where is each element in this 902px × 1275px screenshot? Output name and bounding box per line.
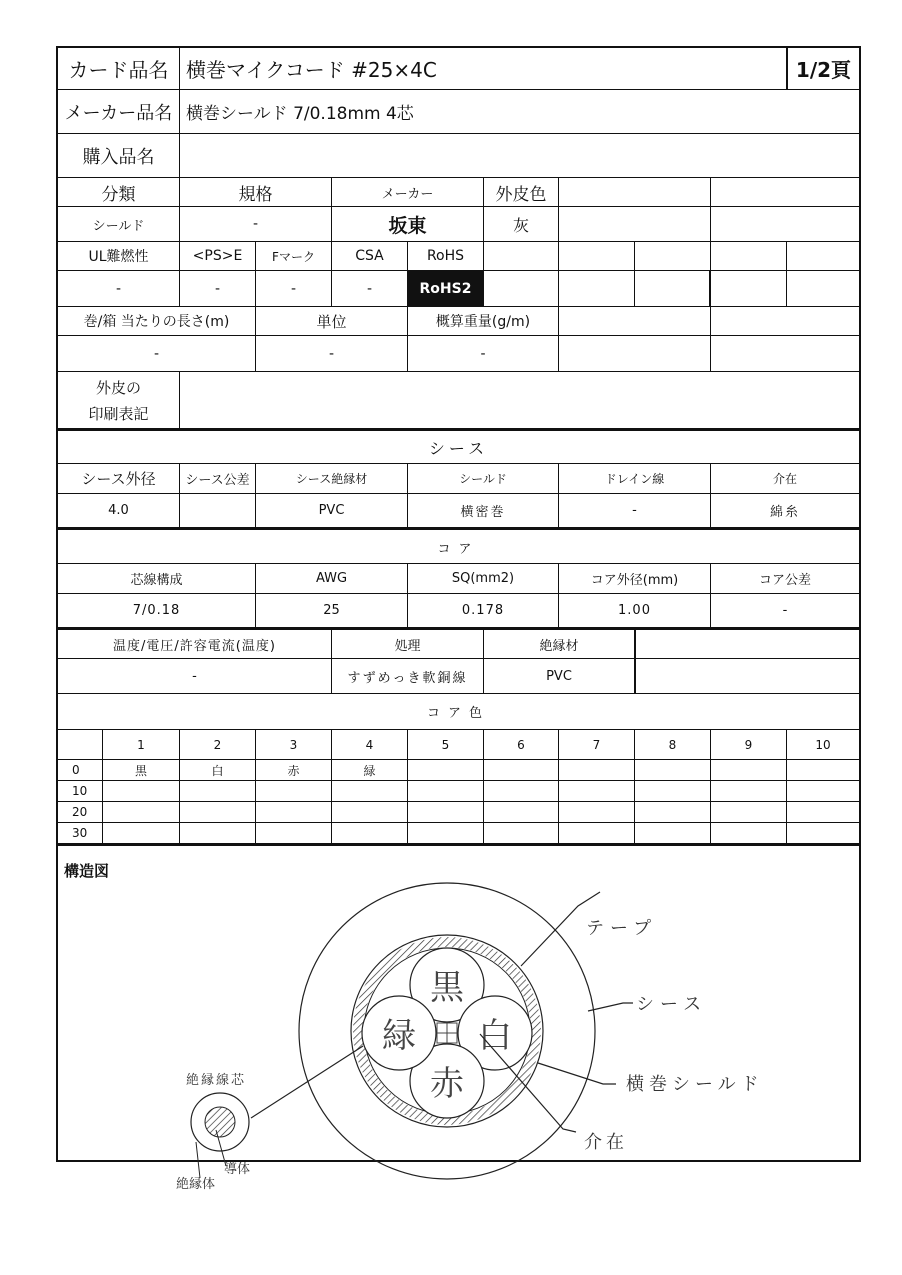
color-cell: [711, 823, 787, 844]
strand-label: 芯線構成: [58, 564, 256, 594]
color-cell: [256, 781, 332, 802]
color-cell: [256, 823, 332, 844]
color-row-offset: 10: [58, 781, 103, 802]
color-cell: [484, 781, 559, 802]
maker-value: 坂東: [332, 207, 484, 242]
color-cell: [559, 760, 635, 781]
color-col-header: 7: [559, 730, 635, 760]
core-od-value: 1.00: [559, 594, 711, 628]
color-cell: [787, 802, 859, 823]
color-col-header: 5: [408, 730, 484, 760]
standard-value: -: [180, 207, 332, 242]
f-mark-value: -: [256, 271, 332, 307]
csa-label: CSA: [332, 242, 408, 271]
temp-voltage-label: 温度/電圧/許容電流(温度): [58, 630, 332, 659]
color-row-offset: 20: [58, 802, 103, 823]
color-cell: [711, 760, 787, 781]
sheath-tolerance-value: [180, 494, 256, 528]
ul-value: -: [58, 271, 180, 307]
sheath-title: シース: [58, 432, 859, 464]
color-cell: 赤: [256, 760, 332, 781]
color-col-header: 1: [103, 730, 180, 760]
ul-label: UL難燃性: [58, 242, 180, 271]
color-cell: [408, 823, 484, 844]
color-cell: 緑: [332, 760, 408, 781]
sheath-insulation-value: PVC: [256, 494, 408, 528]
unit-label: 単位: [256, 307, 408, 336]
outer-color-value: 灰: [484, 207, 559, 242]
treatment-value: すずめっき軟銅線: [332, 659, 484, 694]
core-label-green: 緑: [382, 1016, 416, 1056]
color-row-offset: 30: [58, 823, 103, 844]
maker-name-value: 横巻シールド 7/0.18mm 4芯: [180, 90, 859, 134]
spec-sheet: [56, 46, 861, 1192]
structure-title: 構造図: [64, 862, 110, 880]
purchase-name-label: 購入品名: [58, 134, 180, 178]
rohs-label: RoHS: [408, 242, 484, 271]
color-cell: [408, 802, 484, 823]
print-marking-value: [180, 372, 859, 430]
sheath-od-label: シース外径: [58, 464, 180, 494]
color-cell: [559, 802, 635, 823]
core-label-red: 赤: [430, 1064, 464, 1104]
insulation-label: 絶縁材: [484, 630, 635, 659]
length-label: 巻/箱 当たりの長さ(m): [58, 307, 256, 336]
print-marking-label-line1: 外皮の: [95, 378, 141, 397]
card-name-value: 横巻マイクコード #25×4C: [180, 48, 787, 90]
color-col-header: 8: [635, 730, 711, 760]
color-col-header: 9: [711, 730, 787, 760]
filler-label: 介在: [711, 464, 859, 494]
color-cell: [332, 823, 408, 844]
purchase-name-value: [180, 134, 859, 178]
pse-label: <PS>E: [180, 242, 256, 271]
core-tolerance-value: -: [711, 594, 859, 628]
callout-conductor: 導体: [224, 1162, 251, 1177]
sq-label: SQ(mm2): [408, 564, 559, 594]
color-cell: [484, 823, 559, 844]
color-cell: [787, 760, 859, 781]
temp-voltage-value: -: [58, 659, 332, 694]
color-cell: [711, 802, 787, 823]
color-cell: [635, 760, 711, 781]
color-cell: [180, 823, 256, 844]
color-col-header: 4: [332, 730, 408, 760]
drain-wire-label: ドレイン線: [559, 464, 711, 494]
color-cell: [484, 802, 559, 823]
callout-sheath: シース: [636, 994, 708, 1015]
color-cell: [180, 781, 256, 802]
core-tolerance-label: コア公差: [711, 564, 859, 594]
filler-value: 綿糸: [711, 494, 859, 528]
core-label-white: 白: [478, 1016, 512, 1056]
drain-wire-value: -: [559, 494, 711, 528]
weight-label: 概算重量(g/m): [408, 307, 559, 336]
color-cell: [332, 781, 408, 802]
color-cell: [408, 760, 484, 781]
color-cell: [180, 802, 256, 823]
page-number: 1/2頁: [787, 48, 859, 90]
treatment-label: 処理: [332, 630, 484, 659]
awg-label: AWG: [256, 564, 408, 594]
card-name-label: カード品名: [58, 48, 180, 90]
sheath-od-value: 4.0: [58, 494, 180, 528]
color-col-header: 10: [787, 730, 859, 760]
callout-shield: 横巻シールド: [626, 1074, 764, 1095]
awg-value: 25: [256, 594, 408, 628]
color-cell: [559, 781, 635, 802]
color-cell: [103, 781, 180, 802]
color-cell: [103, 823, 180, 844]
rohs-value-badge: RoHS2: [408, 271, 484, 307]
maker-name-label: メーカー品名: [58, 90, 180, 134]
insulation-value: PVC: [484, 659, 635, 694]
color-cell: [332, 802, 408, 823]
color-cell: [787, 781, 859, 802]
f-mark-label: Fマーク: [256, 242, 332, 271]
sq-value: 0.178: [408, 594, 559, 628]
color-cell: [103, 802, 180, 823]
color-cell: [559, 823, 635, 844]
color-cell: 白: [180, 760, 256, 781]
csa-value: -: [332, 271, 408, 307]
class-value: シールド: [58, 207, 180, 242]
core-label-black: 黒: [430, 968, 464, 1008]
color-cell: [635, 802, 711, 823]
color-cell: [635, 781, 711, 802]
color-col-header: 3: [256, 730, 332, 760]
color-cell: 黒: [103, 760, 180, 781]
color-cell: [635, 823, 711, 844]
weight-value: -: [408, 336, 559, 372]
strand-value: 7/0.18: [58, 594, 256, 628]
shield-value: 横密巻: [408, 494, 559, 528]
length-value: -: [58, 336, 256, 372]
core-title: コア: [58, 532, 859, 564]
outer-color-label: 外皮色: [484, 178, 559, 207]
color-cell: [408, 781, 484, 802]
pse-value: -: [180, 271, 256, 307]
color-cell: [256, 802, 332, 823]
color-grid-corner: [58, 730, 103, 760]
color-cell: [711, 781, 787, 802]
print-marking-label: [58, 372, 180, 430]
callout-tape: テープ: [586, 918, 658, 939]
sheath-tolerance-label: シース公差: [180, 464, 256, 494]
color-row-offset: 0: [58, 760, 103, 781]
maker-label: メーカー: [332, 178, 484, 207]
color-cell: [484, 760, 559, 781]
color-cell: [787, 823, 859, 844]
structure-diagram: [58, 846, 859, 1192]
color-col-header: 6: [484, 730, 559, 760]
conductor-circle: [205, 1107, 235, 1137]
sheath-insulation-label: シース絶縁材: [256, 464, 408, 494]
standard-label: 規格: [180, 178, 332, 207]
core-od-label: コア外径(mm): [559, 564, 711, 594]
callout-insulator: 絶縁体: [176, 1177, 216, 1192]
callout-filler: 介在: [584, 1132, 628, 1153]
print-marking-label-line2: 印刷表記: [88, 404, 149, 423]
core-color-title: コア色: [58, 694, 859, 730]
class-label: 分類: [58, 178, 180, 207]
unit-value: -: [256, 336, 408, 372]
shield-label: シールド: [408, 464, 559, 494]
callout-insulated-core: 絶縁線芯: [186, 1073, 247, 1088]
color-col-header: 2: [180, 730, 256, 760]
